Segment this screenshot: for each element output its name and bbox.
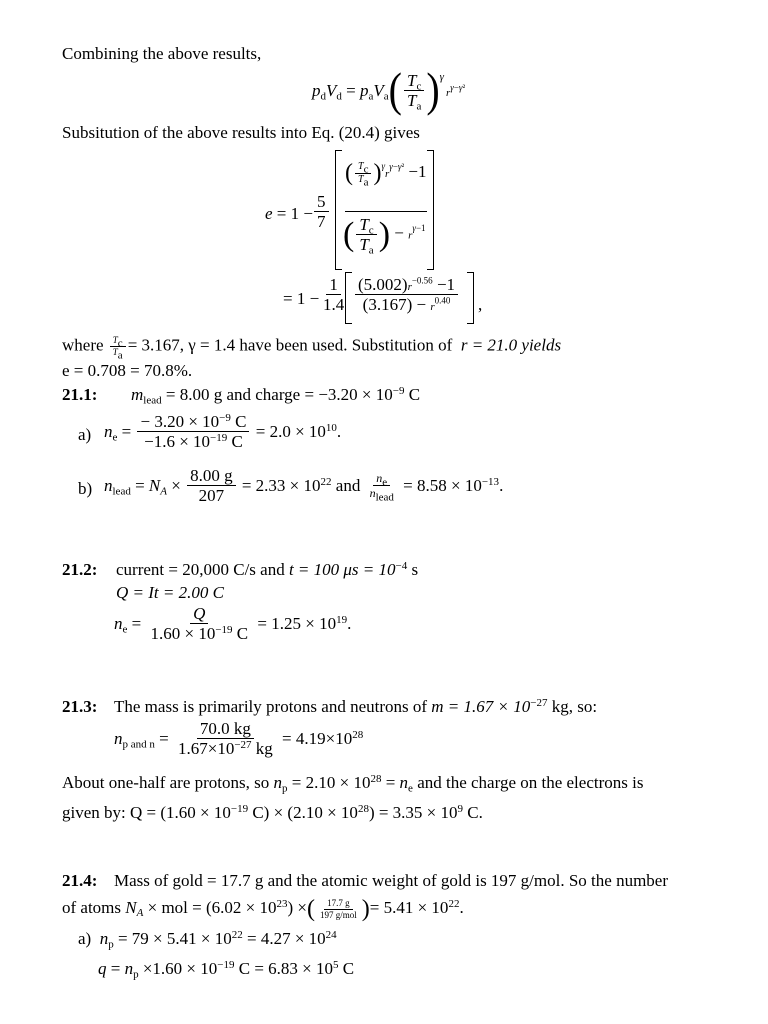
result-line: e = 0.708 = 70.8%.: [62, 361, 193, 380]
equation-e-label: e = 1 −: [265, 204, 313, 223]
problem-21-1-statement: $m_{lead} = 8.00$ g and charge = $-3.20 \times 10^{-9}$ C: [131, 384, 421, 407]
inner-numerator: ( $\frac{T_c}{T_a}$ )$^\gamma r^{\gamma-\gamma^2} -1$: [345, 160, 427, 188]
five-sevenths: $\frac{5}{7}$: [312, 193, 331, 230]
equation-pdvd: $p_dV_d = p_aV_a$( $\frac{T_c}{T_a}$ )$\gamma r^{\gamma-\gamma^2}$: [312, 62, 466, 117]
problem-21-2-line2: Q = It = 2.00 C: [116, 583, 224, 602]
problem-21-1-label: 21.1:: [62, 385, 98, 404]
problem-21-4-label: 21.4:: [62, 871, 98, 890]
problem-21-2-fraction: $n_e$ = $\frac{Q}{1.60 \times 10^{-19} C}$ = $1.25 \times 10^{19}$.: [114, 604, 352, 643]
part-a-equation: $n_e$ = $\frac{- 3.20 \times 10^{-9} C}{-1.6 \times 10^{-19} C}$ = $2.0 \times 10^{10}$.: [104, 411, 342, 451]
one-over-1-4: $\frac{1}{1.4}$: [323, 275, 345, 314]
bracket-left: [335, 150, 342, 270]
problem-21-4-part-a: a) $n_p = 79 \times 5.41 \times 10^{22} = 4.27 \times 10^{24}$: [78, 928, 337, 951]
problem-21-3-fraction: $n_{p and n}$ = $\frac{70.0 kg}{1.67\times 10^{-27} kg}$ = $4.19\times 10^{28}$: [114, 719, 364, 758]
problem-21-4-line2: of atoms $N_A$ × mol = $(6.02 \times 10^{23})$ ×( $\frac{17.7 g}{\text{197 g/mol}}$ )= $5.41 \times 10^{22}$.: [62, 896, 464, 922]
problem-21-3-line1: The mass is primarily protons and neutrons of $m = 1.67 \times 10^{-27}$ kg, so:: [114, 696, 598, 716]
substitution-text: Subsitution of the above results into Eq. (20.4) gives: [62, 123, 420, 142]
problem-21-2-label: 21.2:: [62, 560, 98, 579]
problem-21-4-line1: Mass of gold = 17.7 g and the atomic weight of gold is 197 g/mol. So the number: [114, 871, 669, 890]
inner-denominator: ( $\frac{T_c}{T_a}$ ) − $r^{\gamma-1}$: [343, 215, 426, 257]
problem-21-2-line1: current = 20,000 C/s and t = 100 $\mu s = 10^{-4}$ s: [116, 559, 419, 579]
second-fraction: $\frac{(5.002)r^{-0.56} -1}{(3.167) - r^{0.40}}$: [353, 276, 460, 313]
part-b-equation: $n_{lead} = N_A$ × $\frac{8.00 g}{207}$ = $2.33 \times 10^{22}$ and $\frac{n_e}{n_{lead}}$ = $8.58 \times 10^{-13}$.: [104, 466, 504, 505]
problem-21-4-charge: $q = n_p \times 1.60 \times 10^{-19}$ $C = 6.83 \times 10^5$ C: [98, 958, 355, 981]
equation-e-line2: = 1 −: [283, 289, 320, 308]
problem-21-3-line4: given by: $Q = (1.60 \times 10^{-19}$ $C) \times (2.10 \times 10^{28}) = 3.35 \times 10^9$ C.: [62, 802, 483, 822]
bracket-right: [427, 150, 434, 270]
problem-21-3-label: 21.3:: [62, 697, 98, 716]
where-line: where $\frac{T_c}{T_a}$ = 3.167, γ = 1.4 have been used. Substitution of r = 21.0 yields: [62, 335, 562, 362]
problem-21-3-line3: About one-half are protons, so $n_p = 2.10 \times 10^{28} = n_e$ and the charge on the electrons is: [62, 772, 644, 795]
combining-text: Combining the above results,: [62, 44, 262, 63]
part-b-label: b): [78, 479, 93, 498]
part-a-label: a): [78, 425, 92, 444]
